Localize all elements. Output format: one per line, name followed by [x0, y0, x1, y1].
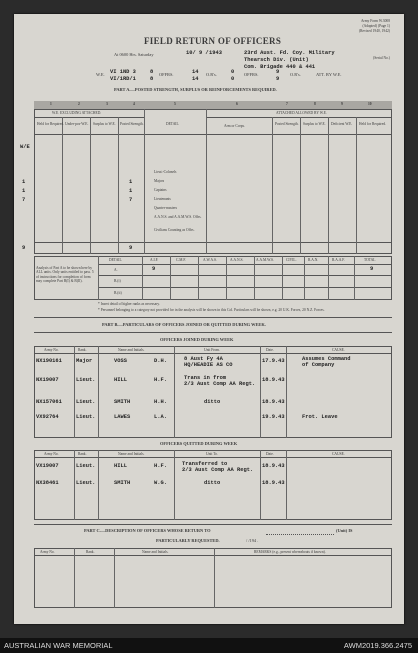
unit-from-2: 2/3 Aust Comp AA Regt.: [184, 381, 256, 387]
footer-accession: AWM2019.366.2475: [343, 641, 412, 650]
typed-col4-lieuts: 7: [129, 197, 133, 203]
att-label: ATT. BY W.E.: [316, 72, 342, 77]
serial-label: (Serial No.): [373, 56, 390, 60]
name: SMITH: [114, 480, 131, 486]
rank-civilians: Civilians Counting as Offrs.: [154, 228, 195, 232]
j-h-date: Date.: [266, 348, 274, 352]
rank-qm: Quarter-masters: [154, 206, 178, 210]
q-h-date: Date.: [266, 452, 274, 456]
name: VOSS: [114, 358, 127, 364]
rank-lieutenants: Lieutenants: [154, 197, 171, 201]
j-h-rank: Rank.: [78, 348, 87, 352]
an-h-raaf: R.A.A.F.: [332, 258, 345, 262]
rank: Lieut.: [76, 480, 96, 486]
foot-note-2: * Personnel belonging to a category not provided for in the analysis will be shown in this Col. Particulars will be shown, e.g. 20 U.K. Forces, 20 N.Z. Forces.: [98, 308, 325, 312]
rank: Lieut.: [76, 414, 96, 420]
unit-from-2: HQ/HEADIE AS CO: [184, 362, 233, 368]
typed-col4-majors: 1: [129, 179, 133, 185]
we-excl-header: W.E. EXCLUDING ATTACHED.: [52, 111, 102, 115]
name: HILL: [114, 377, 127, 383]
j-h-cause: CAUSE.: [332, 348, 345, 352]
c-h-name: Name and Initials.: [142, 550, 169, 554]
typed-total-1: 9: [22, 245, 26, 251]
initials: D.H.: [154, 358, 167, 364]
arm-corps-header: Arm or Corps.: [224, 124, 245, 128]
unit-from: 8 Aust Fy 4A: [184, 356, 223, 362]
an-h-aif: A.I.F.: [150, 258, 159, 262]
typed-col4-captains: 1: [129, 188, 133, 194]
an-h-aans: A.A.N.S.: [230, 258, 244, 262]
or-label-2: O.R's.: [290, 72, 301, 77]
an-h-cmf: C.M.F.: [176, 258, 186, 262]
unit-from: Trans in from: [184, 375, 227, 381]
offrs-we-value-2: 8: [150, 76, 154, 82]
col-7: 7: [286, 102, 288, 106]
joined-title: OFFICERS JOINED DURING WEEK: [160, 337, 234, 342]
offrs2-value-2: 0: [231, 76, 235, 82]
part-b-title: PART B.—PARTICULARS OF OFFICERS JOINED OR QUITTED DURING WEEK.: [102, 322, 266, 327]
an-h-total: TOTAL: [364, 258, 376, 262]
revised-note: (Revised 1940, 1942): [358, 29, 390, 33]
army-no: NX38461: [36, 480, 59, 486]
part-a-title: PART A.—POSTED STRENGTH, SURPLUS OR REINFORCEMENTS REQUIRED.: [114, 87, 277, 92]
sub-left-2: Under-pos-W.E.: [65, 122, 89, 126]
rank: Lieut.: [76, 399, 96, 405]
j-h-unit: Unit From.: [204, 348, 220, 352]
part-a-table: [34, 109, 392, 254]
rank: Major: [76, 358, 93, 364]
date: 18.9.43: [262, 480, 285, 486]
army-form-id: Army Form W.3008: [360, 19, 390, 23]
quitted-title: OFFICERS QUITTED DURING WEEK: [160, 441, 238, 446]
typed-unit-1: 23rd Aust. Fd. Coy. Military: [244, 50, 335, 56]
att-allowed-header: ATTACHED ALLOWED BY W.E.: [276, 111, 327, 115]
rank-aans: A.A.N.S. and A.A.M.W.S. Offrs.: [154, 215, 202, 219]
col-3: 3: [106, 102, 108, 106]
unit-to-2: 2/3 Aust Comp AA Regt.: [182, 467, 254, 473]
an-h-ran: R.A.N.: [308, 258, 319, 262]
margin-note: W/E: [20, 144, 30, 150]
army-no: VX19007: [36, 463, 59, 469]
offrs2-label: OFFRS.: [244, 72, 259, 77]
archive-footer: [0, 638, 418, 653]
unit-to: Transferred to: [182, 461, 228, 467]
or-we-value: 14: [192, 69, 199, 75]
or-label-1: O.R's.: [206, 72, 217, 77]
rank-majors: Majors: [154, 179, 165, 183]
col-1: 1: [50, 102, 52, 106]
an-typed-aif: 9: [152, 266, 156, 272]
or-we-value-2: 14: [192, 76, 199, 82]
cause-2: of Company: [302, 362, 335, 368]
sub-left-1: Held for Required.: [37, 122, 65, 126]
part-c-table: [34, 548, 392, 608]
date: 18.9.43: [262, 463, 285, 469]
col-5: 5: [174, 102, 176, 106]
typed-year: 1943: [209, 50, 222, 56]
col-8: 8: [314, 102, 316, 106]
part-c-unit-is: (Unit) IS: [336, 528, 353, 533]
date: 19.9.43: [262, 414, 285, 420]
date: 17.9.43: [262, 358, 285, 364]
at-line: At 0600 Hrs. Saturday: [114, 52, 154, 57]
cause: Assumes Command: [302, 356, 351, 362]
an-h-civil: CIVIL.: [286, 258, 297, 262]
sub-right-3: Deficient W.E.: [331, 122, 353, 126]
j-h-name: Name and Initials.: [118, 348, 145, 352]
date: 18.9.43: [262, 377, 285, 383]
rank-lt-col: Lieut.-Colonels: [154, 170, 177, 174]
part-c-title: PART C.—DESCRIPTION OF OFFICERS WHOSE RETURN TO: [84, 528, 211, 533]
we-typed: VI 1ND 3: [110, 69, 136, 75]
army-no: NX19007: [36, 377, 59, 383]
an-typed-total: 9: [370, 266, 374, 272]
we-label: W.E.: [96, 72, 105, 77]
part-c-date-blank: / /194 .: [246, 538, 259, 543]
q-h-army: Army No.: [44, 452, 59, 456]
typed-col1-lieuts: 7: [22, 197, 26, 203]
q-h-cause: CAUSE.: [332, 452, 345, 456]
an-row-bi: B.(i): [114, 279, 121, 283]
col-6: 6: [236, 102, 238, 106]
name: HILL: [114, 463, 127, 469]
q-h-name: Name and Initials.: [118, 452, 145, 456]
offrs-label: OFFRS.: [159, 72, 174, 77]
initials: H.H.: [154, 399, 167, 405]
j-h-army: Army No.: [44, 348, 59, 352]
c-h-rank: Rank.: [86, 550, 95, 554]
typed-unit-3: Com. Brigade 440 & 441: [244, 64, 316, 70]
initials: H.F.: [154, 377, 167, 383]
sub-right-4: Held for Required.: [359, 122, 387, 126]
date: 18.9.43: [262, 399, 285, 405]
c-h-remarks: REMARKS (e.g., present whereabouts if known).: [254, 550, 326, 554]
name: LAWES: [114, 414, 131, 420]
rank: Lieut.: [76, 463, 96, 469]
unit-to: ditto: [204, 480, 221, 486]
army-no: NX190161: [36, 358, 62, 364]
cause: Frot. Leave: [302, 414, 338, 420]
column-number-bar: [34, 101, 392, 109]
detail-header: DETAIL: [166, 122, 179, 126]
sub-right-2: Surplus to W.E.: [303, 122, 326, 126]
typed-col1-majors: 1: [22, 179, 26, 185]
col-10: 10: [368, 102, 372, 106]
typed-total-4: 9: [129, 245, 133, 251]
initials: H.F.: [154, 463, 167, 469]
army-no: NX157061: [36, 399, 62, 405]
c-h-army: Army No.: [40, 550, 55, 554]
col-4: 4: [133, 102, 135, 106]
sub-left-4: Posted Strength.: [120, 122, 144, 126]
q-h-unit: Unit To.: [206, 452, 218, 456]
name: SMITH: [114, 399, 131, 405]
an-h-detail: DETAIL: [109, 258, 122, 262]
or2-value-2: 9: [276, 76, 280, 82]
adapted-note: (Adapted) (Page 1): [362, 24, 390, 28]
typed-date: 10/ 9 /: [186, 50, 209, 56]
sub-left-3: Surplus to W.E.: [93, 122, 116, 126]
typed-col1-captains: 1: [22, 188, 26, 194]
unit-from: ditto: [204, 399, 221, 405]
analysis-note: Analysis of Part A to be shown here by ALL units. Only units entitled to pass. 5 of instructions for completion of form may complete Part B(I) & B(II).: [36, 266, 94, 284]
initials: W.G.: [154, 480, 167, 486]
col-9: 9: [341, 102, 343, 106]
foot-note-1: * Insert detail of higher ranks as necessary.: [98, 302, 160, 306]
an-row-bii: B.(ii): [114, 291, 122, 295]
q-h-rank: Rank.: [78, 452, 87, 456]
col-2: 2: [78, 102, 80, 106]
offrs2-value: 0: [231, 69, 235, 75]
offrs-we-value: 8: [150, 69, 154, 75]
rank: Lieut.: [76, 377, 96, 383]
an-row-a: A.: [114, 268, 118, 272]
footer-institution: AUSTRALIAN WAR MEMORIAL: [4, 641, 113, 650]
we-typed-2: VI/1RD/1: [110, 76, 136, 82]
an-h-aamws: A.A.M.W.S.: [256, 258, 274, 262]
initials: L.A.: [154, 414, 167, 420]
rank-captains: Captains: [154, 188, 167, 192]
or2-value: 9: [276, 69, 280, 75]
form-title: FIELD RETURN OF OFFICERS: [144, 36, 282, 46]
an-h-awas: A.W.A.S.: [203, 258, 217, 262]
sub-right-1: Posted Strength.: [275, 122, 299, 126]
typed-unit-2: Thearsch Div. (Unit): [244, 57, 309, 63]
form-sheet: [14, 14, 404, 624]
army-no: VX92764: [36, 414, 59, 420]
part-c-requested: PARTICULARLY REQUESTED.: [156, 538, 220, 543]
